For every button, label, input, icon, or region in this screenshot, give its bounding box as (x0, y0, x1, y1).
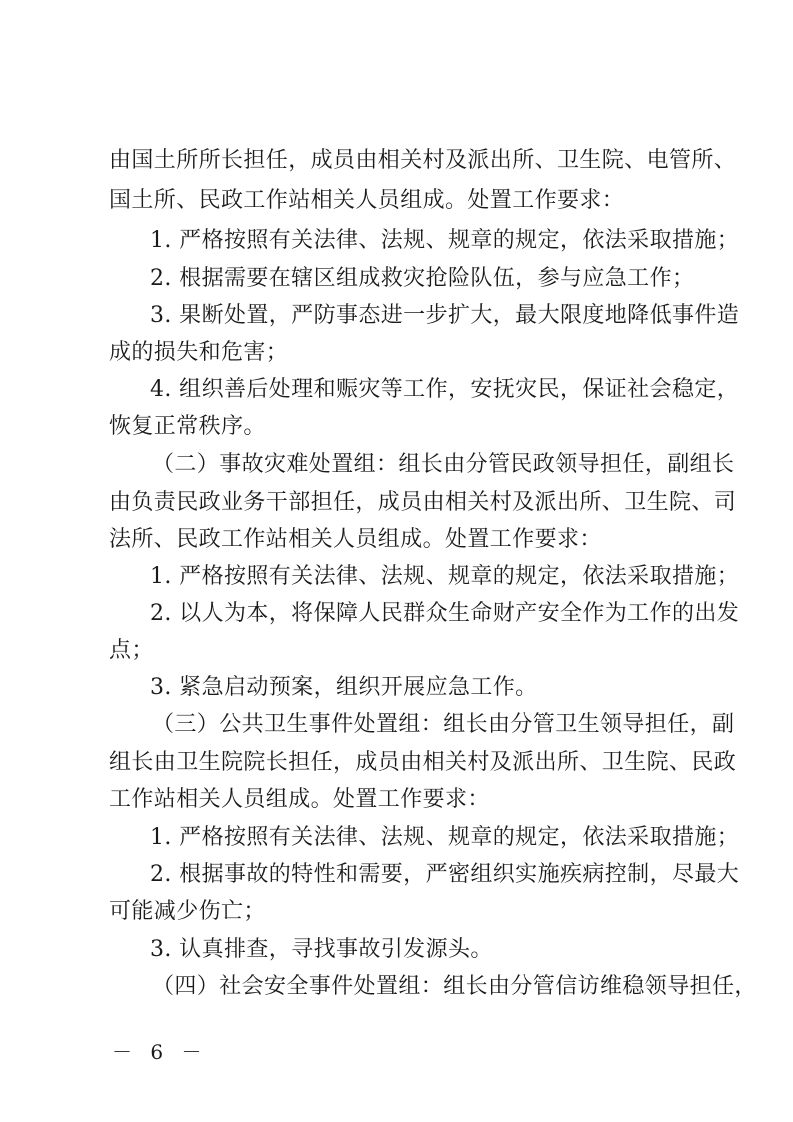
body-line: 由负责民政业务干部担任，成员由相关村及派出所、卫生院、司 (109, 490, 737, 515)
list-item: 4. 组织善后处理和赈灾等工作，安抚灾民，保证社会稳定， (150, 377, 740, 402)
list-item: 2. 根据事故的特性和需要，严密组织实施疾病控制，尽最大 (150, 862, 740, 887)
section-heading: （四）社会安全事件处置组：组长由分管信访维稳领导担任， (152, 974, 757, 999)
body-line: 法所、民政工作站相关人员组成。处置工作要求： (109, 527, 602, 552)
list-item: 1. 严格按照有关法律、法规、规章的规定，依法采取措施； (150, 228, 740, 253)
list-item: 3. 紧急启动预案，组织开展应急工作。 (150, 675, 538, 700)
body-line: 成的损失和危害； (109, 340, 289, 365)
list-item: 1. 严格按照有关法律、法规、规章的规定，依法采取措施； (150, 564, 740, 589)
body-line: 恢复正常秩序。 (109, 414, 266, 439)
list-item: 3. 认真排查，寻找事故引发源头。 (150, 937, 493, 962)
section-heading: （三）公共卫生事件处置组：组长由分管卫生领导担任，副 (152, 712, 735, 737)
section-heading: （二）事故灾难处置组：组长由分管民政领导担任，副组长 (152, 452, 735, 477)
body-line: 工作站相关人员组成。处置工作要求： (109, 787, 490, 812)
list-item: 3. 果断处置，严防事态进一步扩大，最大限度地降低事件造 (150, 303, 740, 328)
list-item: 2. 根据需要在辖区组成救灾抢险队伍，参与应急工作； (150, 266, 695, 291)
body-line: 由国土所所长担任，成员由相关村及派出所、卫生院、电管所、 (109, 148, 737, 173)
body-line: 点； (109, 638, 154, 663)
body-line: 国土所、民政工作站相关人员组成。处置工作要求： (109, 188, 625, 213)
list-item: 2. 以人为本，将保障人民群众生命财产安全作为工作的出发 (150, 601, 740, 626)
body-line: 可能减少伤亡； (109, 899, 266, 924)
body-line: 组长由卫生院院长担任，成员由相关村及派出所、卫生院、民政 (109, 750, 737, 775)
list-item: 1. 严格按照有关法律、法规、规章的规定，依法采取措施； (150, 825, 740, 850)
page-number: － 6 － (112, 1040, 208, 1064)
